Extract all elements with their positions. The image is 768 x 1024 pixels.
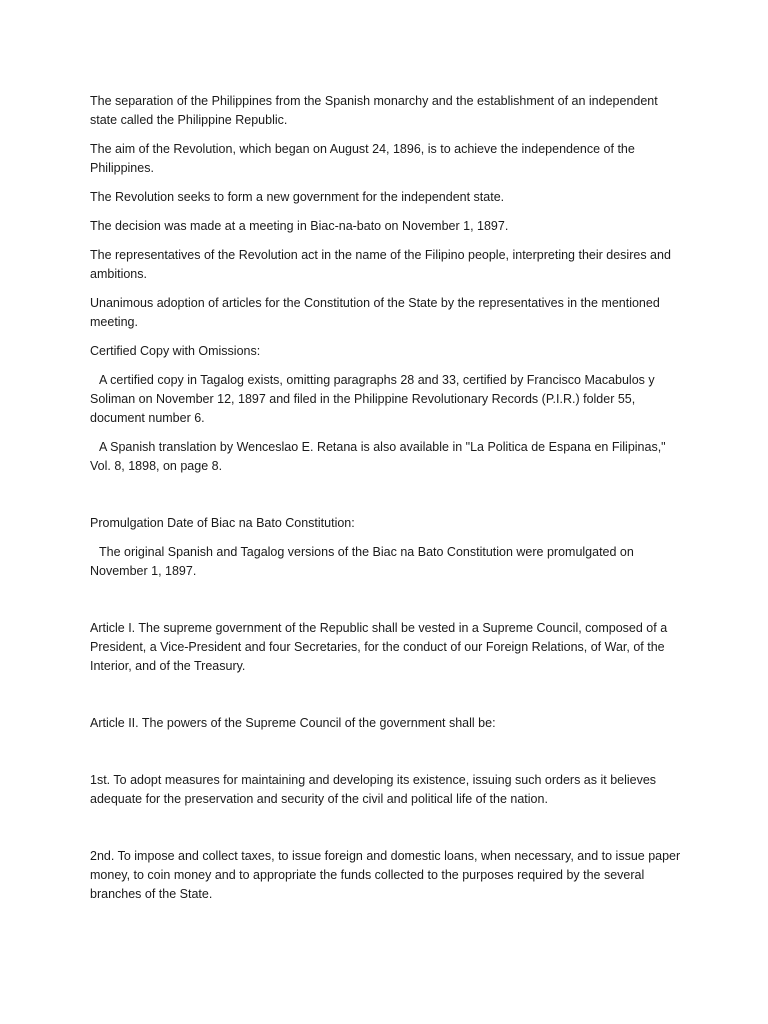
document-page [90,92,685,914]
paragraph-representatives: The representatives of the Revolution act in the name of the Filipino people, interpreting their desires and ambitions. [90,248,671,281]
paragraph-promulgation: The original Spanish and Tagalog versions of the Biac na Bato Constitution were promulgated on November 1, 1897. [90,545,634,578]
paragraph-decision-meeting: The decision was made at a meeting in Biac-na-bato on November 1, 1897. [90,219,509,233]
paragraph-separation: The separation of the Philippines from the Spanish monarchy and the establishment of an independent state called the Philippine Republic. [90,94,658,127]
paragraph-new-government: The Revolution seeks to form a new government for the independent state. [90,190,505,204]
paragraph-power-1st: 1st. To adopt measures for maintaining and developing its existence, issuing such orders as it believes adequate for the preservation and security of the civil and political life of the nation. [90,773,657,806]
paragraph-revolution-aim: The aim of the Revolution, which began on August 24, 1896, is to achieve the independence of the Philippines. [90,142,635,175]
paragraph-unanimous-adoption: Unanimous adoption of articles for the Constitution of the State by the representatives in the mentioned meeting. [90,296,660,329]
paragraph-spanish-translation: A Spanish translation by Wenceslao E. Retana is also available in "La Politica de Espana en Filipinas," Vol. 8, 1898, on page 8. [90,440,666,473]
heading-certified-copy: Certified Copy with Omissions: [90,344,261,358]
paragraph-tagalog-copy: A certified copy in Tagalog exists, omitting paragraphs 28 and 33, certified by Francisco Macabulos y Soliman on November 12, 1897 and filed in the Philippine Revolutionary Records (P.I.R.) folder 55, document number 6. [90,373,655,425]
paragraph-article-2: Article II. The powers of the Supreme Council of the government shall be: [90,716,496,730]
paragraph-article-1: Article I. The supreme government of the Republic shall be vested in a Supreme Council, composed of a President, a Vice-President and four Secretaries, for the conduct of our Foreign Relations, of War, of the Interior, and of the Treasury. [90,621,668,673]
paragraph-power-2nd: 2nd. To impose and collect taxes, to issue foreign and domestic loans, when necessary, and to issue paper money, to coin money and to appropriate the funds collected to the purposes required by the several branches of the State. [90,849,681,901]
heading-promulgation-date: Promulgation Date of Biac na Bato Constitution: [90,516,355,530]
